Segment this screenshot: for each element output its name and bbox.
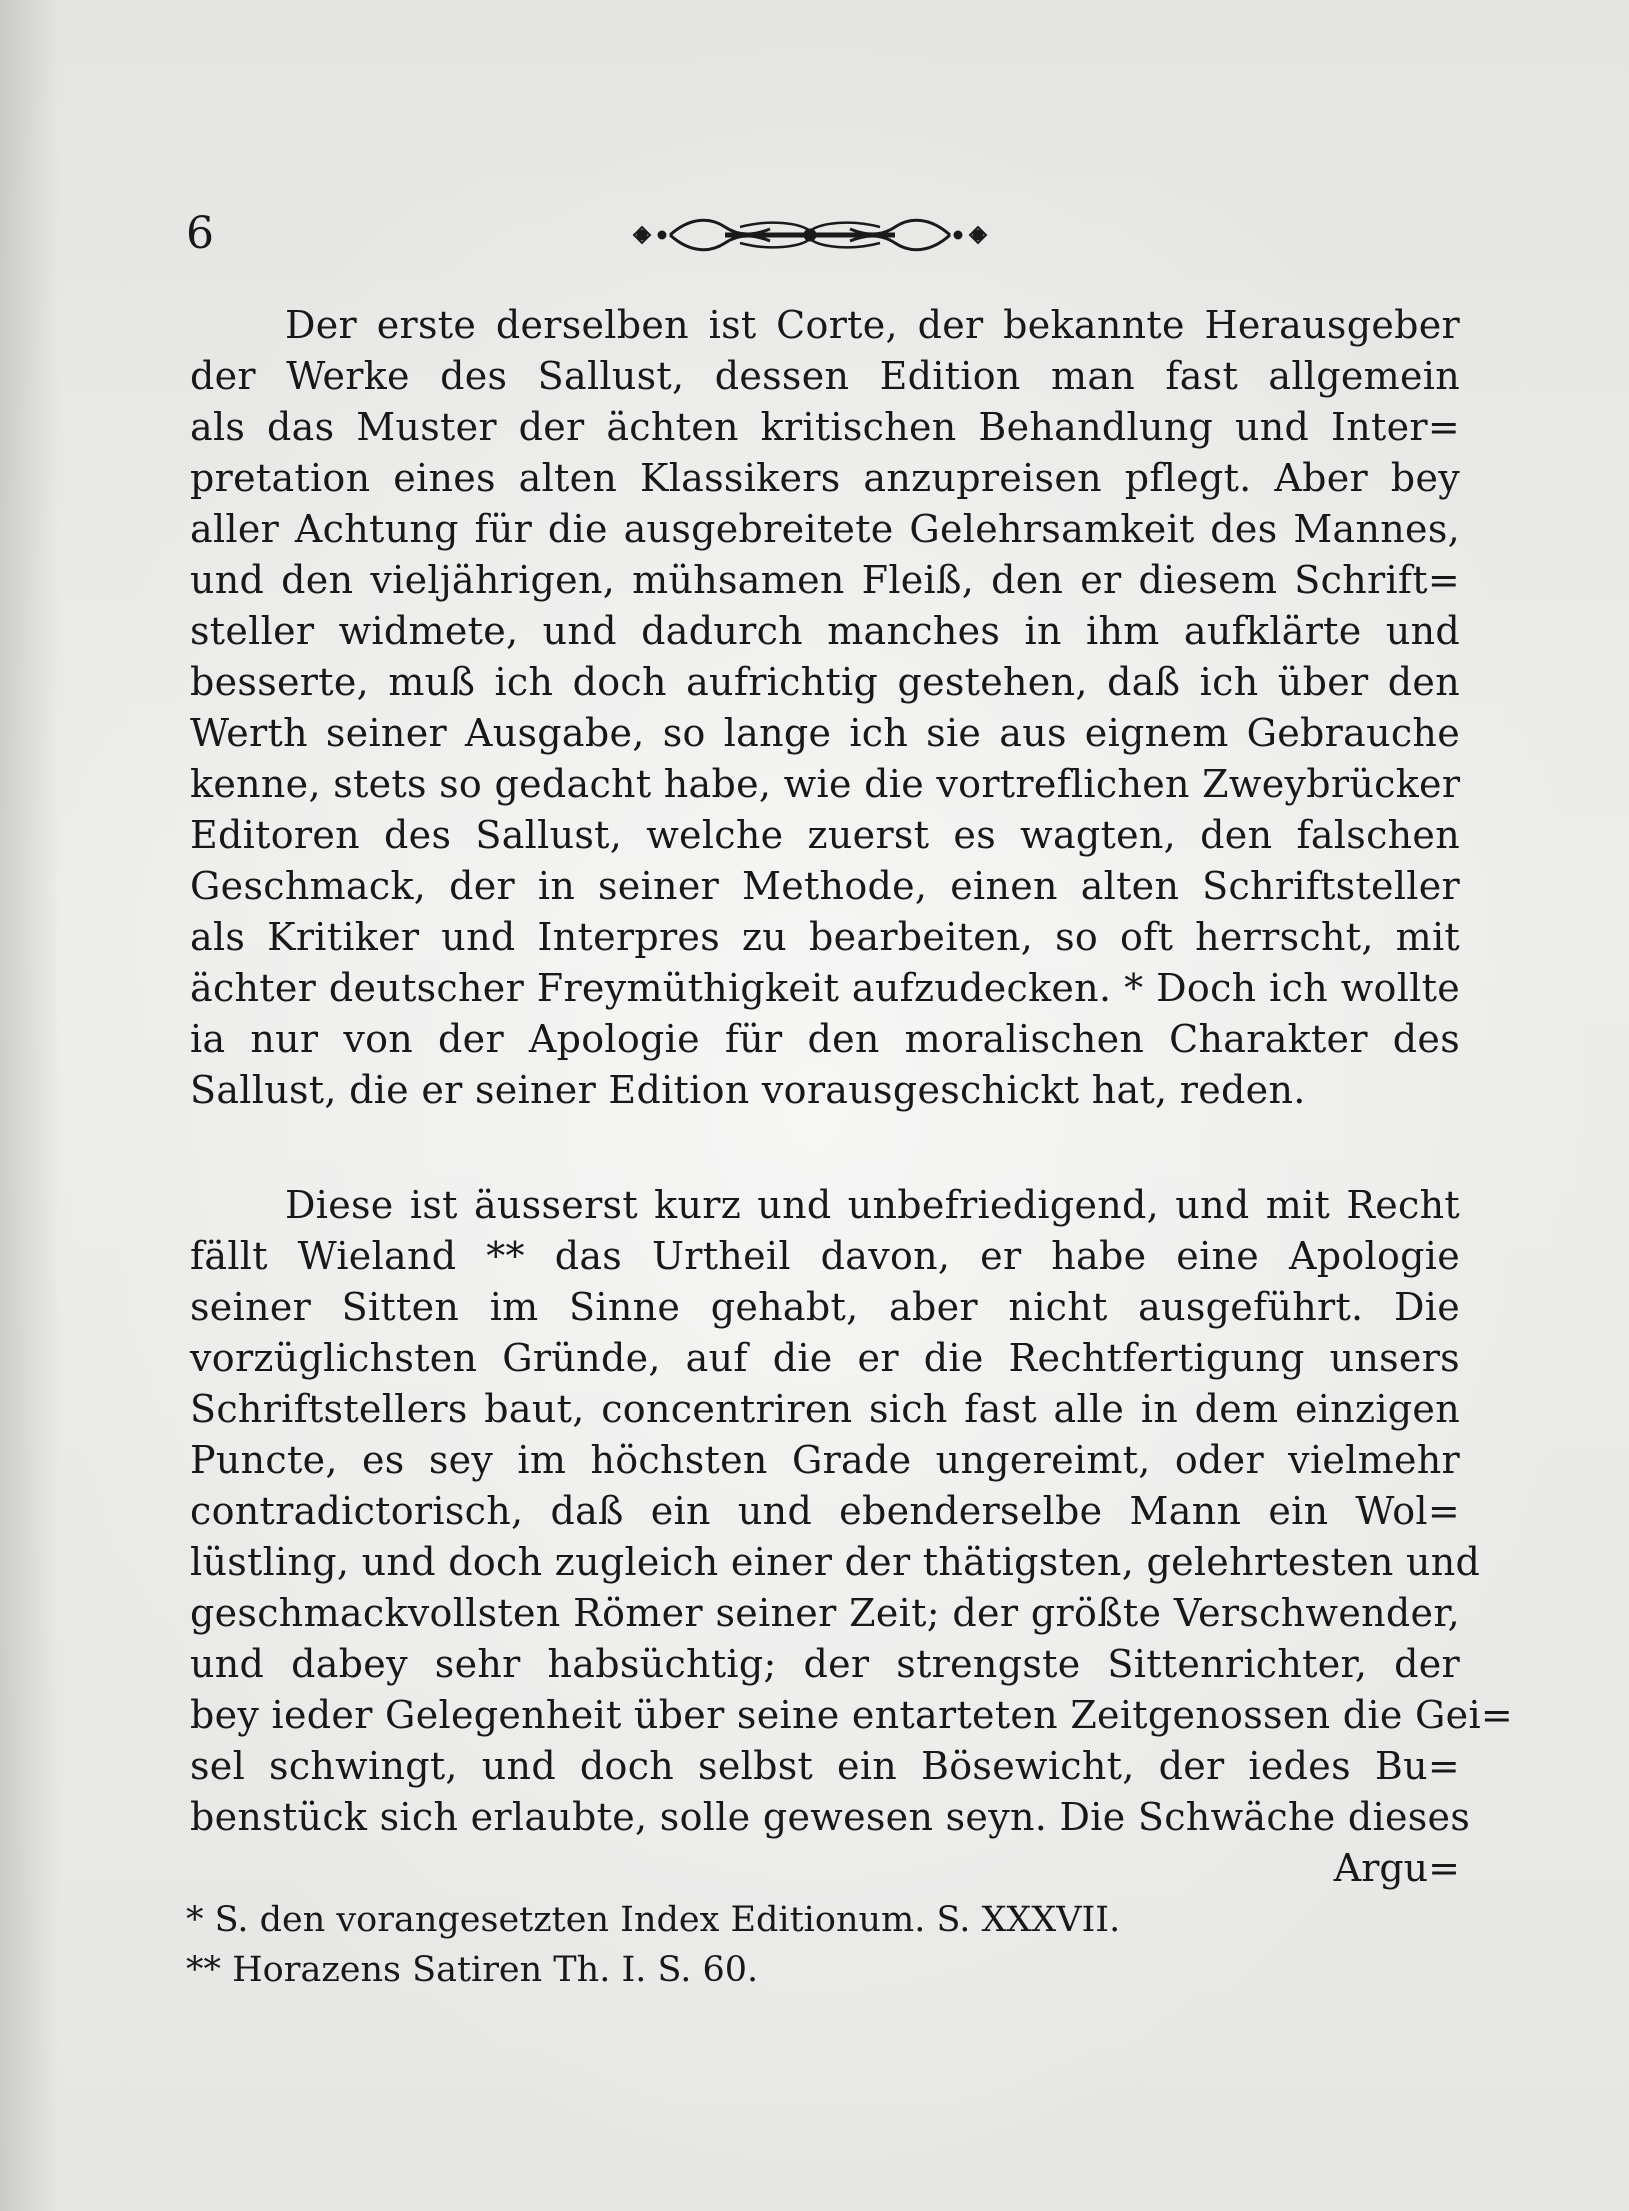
paragraph-gap — [190, 1116, 1460, 1180]
binding-shadow — [0, 0, 60, 2211]
main-text — [190, 300, 1514, 1894]
catchword: Argu= — [1333, 1846, 1460, 1890]
text-line: und den vieljährigen, mühsamen Fleiß, den er diesem Schrift= — [190, 558, 1460, 602]
text-line: steller widmete, und dadurch manches in ihm aufklärte und — [190, 609, 1460, 653]
text-line: lüstling, und doch zugleich einer der thätigsten, gelehrtesten und — [190, 1540, 1481, 1584]
text-line: bey ieder Gelegenheit über seine entarteten Zeitgenossen die Gei= — [190, 1693, 1514, 1737]
footnote-2: ** Horazens Satiren Th. I. S. 60. — [186, 1950, 759, 1990]
text-line: Puncte, es sey im höchsten Grade ungereimt, oder vielmehr — [190, 1438, 1460, 1482]
text-line: Sallust, die er seiner Edition vorausgeschickt hat, reden. — [190, 1068, 1306, 1112]
text-line: Diese ist äusserst kurz und unbefriedigend, und mit Recht — [285, 1183, 1460, 1227]
text-line: benstück sich erlaubte, solle gewesen seyn. Die Schwäche dieses — [190, 1795, 1471, 1839]
text-line: besserte, muß ich doch aufrichtig gestehen, daß ich über den — [190, 660, 1460, 704]
text-line: Editoren des Sallust, welche zuerst es wagten, den falschen — [190, 813, 1460, 857]
text-line: ächter deutscher Freymüthigkeit aufzudecken. * Doch ich wollte — [190, 966, 1460, 1010]
text-line: seiner Sitten im Sinne gehabt, aber nicht ausgeführt. Die — [190, 1285, 1460, 1329]
text-line: als Kritiker und Interpres zu bearbeiten, so oft herrscht, mit — [190, 915, 1460, 959]
text-line: Werth seiner Ausgabe, so lange ich sie aus eignem Gebrauche — [190, 711, 1460, 755]
text-line: geschmackvollsten Römer seiner Zeit; der größte Verschwender, — [190, 1591, 1460, 1635]
text-line: vorzüglichsten Gründe, auf die er die Rechtfertigung unsers — [190, 1336, 1460, 1380]
text-line: fällt Wieland ** das Urtheil davon, er habe eine Apologie — [190, 1234, 1460, 1278]
text-line: Schriftstellers baut, concentriren sich fast alle in dem einzigen — [190, 1387, 1460, 1431]
text-line: als das Muster der ächten kritischen Behandlung und Inter= — [190, 405, 1460, 449]
text-line: pretation eines alten Klassikers anzupreisen pflegt. Aber bey — [190, 456, 1460, 500]
paragraph-2 — [190, 1180, 1514, 1894]
text-line: Der erste derselben ist Corte, der bekannte Herausgeber — [285, 303, 1460, 347]
text-line: ia nur von der Apologie für den moralischen Charakter des — [190, 1017, 1460, 1061]
text-line: contradictorisch, daß ein und ebenderselbe Mann ein Wol= — [190, 1489, 1460, 1533]
text-line: und dabey sehr habsüchtig; der strengste Sittenrichter, der — [190, 1642, 1460, 1686]
text-line: sel schwingt, und doch selbst ein Bösewicht, der iedes Bu= — [190, 1744, 1460, 1788]
text-line: Geschmack, der in seiner Methode, einen alten Schriftsteller — [190, 864, 1460, 908]
text-line: aller Achtung für die ausgebreitete Gelehrsamkeit des Mannes, — [190, 507, 1460, 551]
page-number: 6 — [186, 208, 214, 259]
footnotes — [186, 1895, 1286, 1995]
paragraph-1 — [190, 300, 1460, 1116]
footnote-1: * S. den vorangesetzten Index Editionum. S. XXXVII. — [186, 1900, 1121, 1940]
text-line: kenne, stets so gedacht habe, wie die vortreflichen Zweybrücker — [190, 762, 1461, 806]
text-line: der Werke des Sallust, dessen Edition man fast allgemein — [190, 354, 1460, 398]
floral-ornament-icon — [630, 205, 990, 265]
